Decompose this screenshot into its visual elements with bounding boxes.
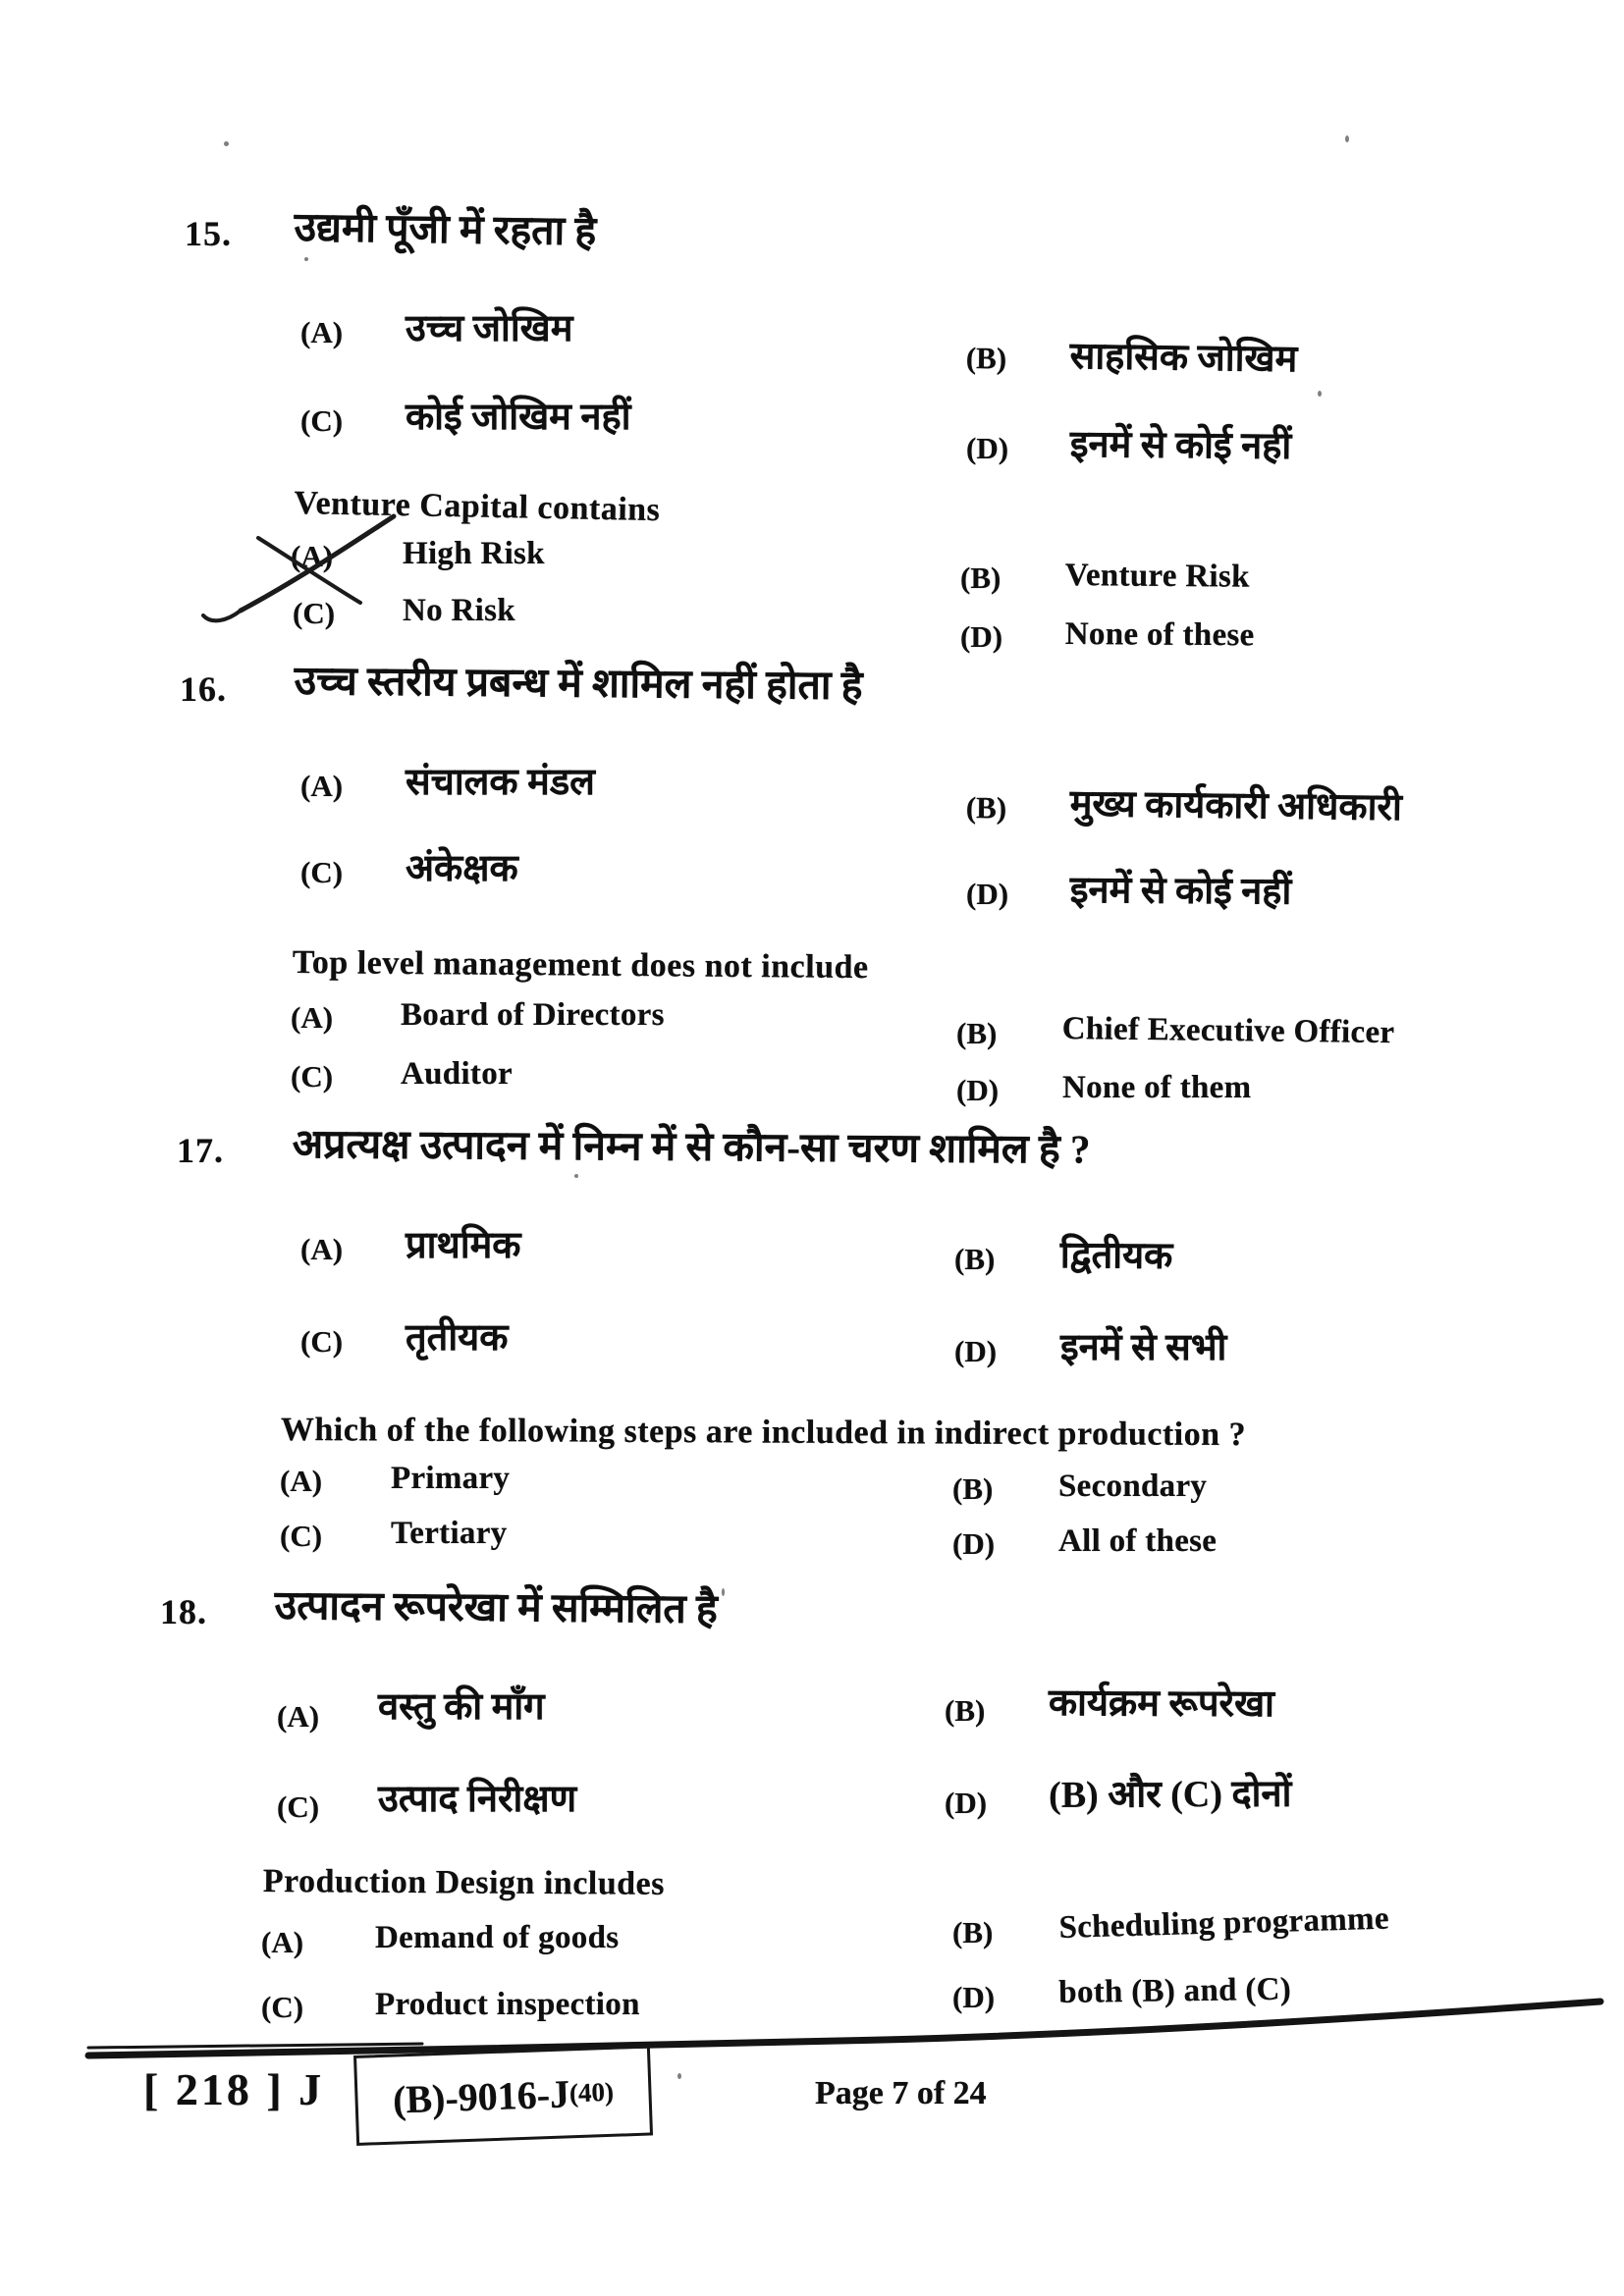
footer-paper-code-box [353,2045,653,2145]
q17-option-b-text-english: Secondary [1058,1468,1208,1504]
q17-option-a-text-english: Primary [391,1461,511,1496]
footer-page-indicator: Page 7 of 24 [815,2075,987,2111]
q17-number: 17. [177,1131,224,1170]
q15-option-b-text-english: Venture Risk [1064,557,1250,595]
q17-option-c-text-hindi: तृतीयक [406,1317,509,1359]
q18-option-d-text-english: both (B) and (C) [1058,1971,1292,2010]
q17-option-a-label-hindi: (A) [300,1232,344,1266]
q16-option-a-text-hindi: संचालक मंडल [406,762,595,803]
q17-option-a-text-hindi: प्राथमिक [406,1225,521,1266]
q16-option-c-text-english: Auditor [401,1056,513,1092]
q16-option-b-text-english: Chief Executive Officer [1061,1010,1395,1051]
q16-option-a-label-hindi: (A) [300,769,344,803]
q17-option-d-text-hindi: इनमें से सभी [1060,1327,1227,1368]
q15-option-a-text-hindi: उच्च जोखिम [406,308,573,349]
q15-option-a-label-hindi: (A) [300,315,344,349]
q16-option-c-label-english: (C) [291,1059,334,1094]
q17-option-c-label-hindi: (C) [300,1324,344,1359]
q18-option-b-text-english: Scheduling programme [1058,1900,1390,1946]
q17-option-a-label-english: (A) [280,1464,323,1498]
q15-option-c-label-hindi: (C) [300,403,344,438]
q18-option-a-label-hindi: (A) [277,1699,320,1734]
q16-option-b-text-hindi: मुख्य कार्यकारी अधिकारी [1069,782,1403,829]
q15-option-a-text-english: High Risk [403,536,545,571]
q17-option-c-label-english: (C) [280,1519,323,1553]
q15-number: 15. [185,214,232,253]
footer-paper-code-suffix: (40) [568,2076,615,2108]
ink-speck [304,257,308,261]
q15-option-b-label-english: (B) [960,561,1001,595]
ink-speck [1318,391,1322,397]
q18-option-c-text-english: Product inspection [375,1987,640,2022]
q15-option-b-text-hindi: साहसिक जोखिम [1069,335,1298,381]
q15-option-c-label-english: (C) [293,596,336,630]
q16-number: 16. [180,669,227,709]
q16-option-d-label-english: (D) [956,1073,1000,1107]
q16-option-a-text-english: Board of Directors [401,997,665,1033]
q15-option-a-label-english: (A) [291,539,334,573]
q18-question-english: Production Design includes [262,1863,666,1902]
q18-number: 18. [160,1592,207,1631]
q15-question-english: Venture Capital contains [294,484,661,529]
q18-option-d-text-hindi: (B) और (C) दोनों [1049,1773,1292,1816]
q17-option-d-text-english: All of these [1058,1523,1218,1559]
q18-option-d-label-hindi: (D) [945,1786,988,1820]
q15-question-hindi: उद्यमी पूँजी में रहता है [294,203,597,254]
q15-option-d-label-english: (D) [960,619,1003,654]
q15-option-b-label-hindi: (B) [965,340,1007,376]
q17-question-hindi: अप्रत्यक्ष उत्पादन में निम्न में से कौन-सा चरण शामिल है ? [292,1121,1091,1172]
q15-option-c-text-english: No Risk [403,593,515,628]
q18-option-c-label-hindi: (C) [277,1789,320,1824]
ink-speck [574,1174,578,1178]
ink-speck [677,2073,681,2079]
q18-option-a-text-english: Demand of goods [375,1920,620,1955]
q17-option-b-label-hindi: (B) [954,1242,996,1276]
q18-question-hindi: उत्पादन रूपरेखा में सम्मिलित है [274,1581,718,1631]
q15-option-c-text-hindi: कोई जोखिम नहीं [406,397,631,438]
footer-paper-code: (B)-9016-J [392,2070,570,2122]
ink-speck [1345,135,1349,142]
q15-option-d-label-hindi: (D) [966,431,1009,465]
q17-option-d-label-hindi: (D) [954,1334,998,1368]
q17-option-b-label-english: (B) [952,1471,994,1506]
q18-option-b-text-hindi: कार्यक्रम रूपरेखा [1048,1682,1275,1726]
q16-option-c-text-hindi: अंकेक्षक [406,848,518,889]
q17-question-english: Which of the following steps are included in indirect production ? [280,1412,1247,1454]
q16-option-d-label-hindi: (D) [966,877,1009,911]
q16-option-d-text-english: None of them [1062,1070,1252,1105]
q16-question-english: Top level management does not include [292,943,869,987]
q15-option-d-text-english: None of these [1064,615,1255,654]
q18-option-d-label-english: (D) [952,1980,996,2014]
q17-option-d-label-english: (D) [952,1526,996,1561]
q17-option-b-text-hindi: द्वितीयक [1059,1235,1173,1277]
q18-option-b-label-english: (B) [952,1915,994,1949]
q18-option-c-label-english: (C) [261,1990,304,2024]
q18-option-b-label-hindi: (B) [945,1693,986,1728]
q16-option-c-label-hindi: (C) [300,855,344,889]
q16-option-b-label-hindi: (B) [965,789,1007,826]
q18-option-c-text-hindi: उत्पाद निरीक्षण [378,1779,577,1820]
ink-speck [224,141,229,146]
handwritten-strike-mark [201,503,417,640]
ink-speck [722,1588,725,1596]
q17-option-c-text-english: Tertiary [391,1516,508,1551]
q16-option-a-label-english: (A) [291,1000,334,1035]
q16-option-d-text-hindi: इनमें से कोई नहीं [1069,869,1292,913]
footer-booklet-series: [ 218 ] J [143,2064,325,2114]
q16-option-b-label-english: (B) [956,1016,998,1050]
q18-option-a-text-hindi: वस्तु की माँग [378,1686,545,1728]
q18-option-a-label-english: (A) [261,1925,304,1959]
q15-option-d-text-hindi: इनमें से कोई नहीं [1069,423,1292,467]
q16-question-hindi: उच्च स्तरीय प्रबन्ध में शामिल नहीं होता है [294,657,863,709]
